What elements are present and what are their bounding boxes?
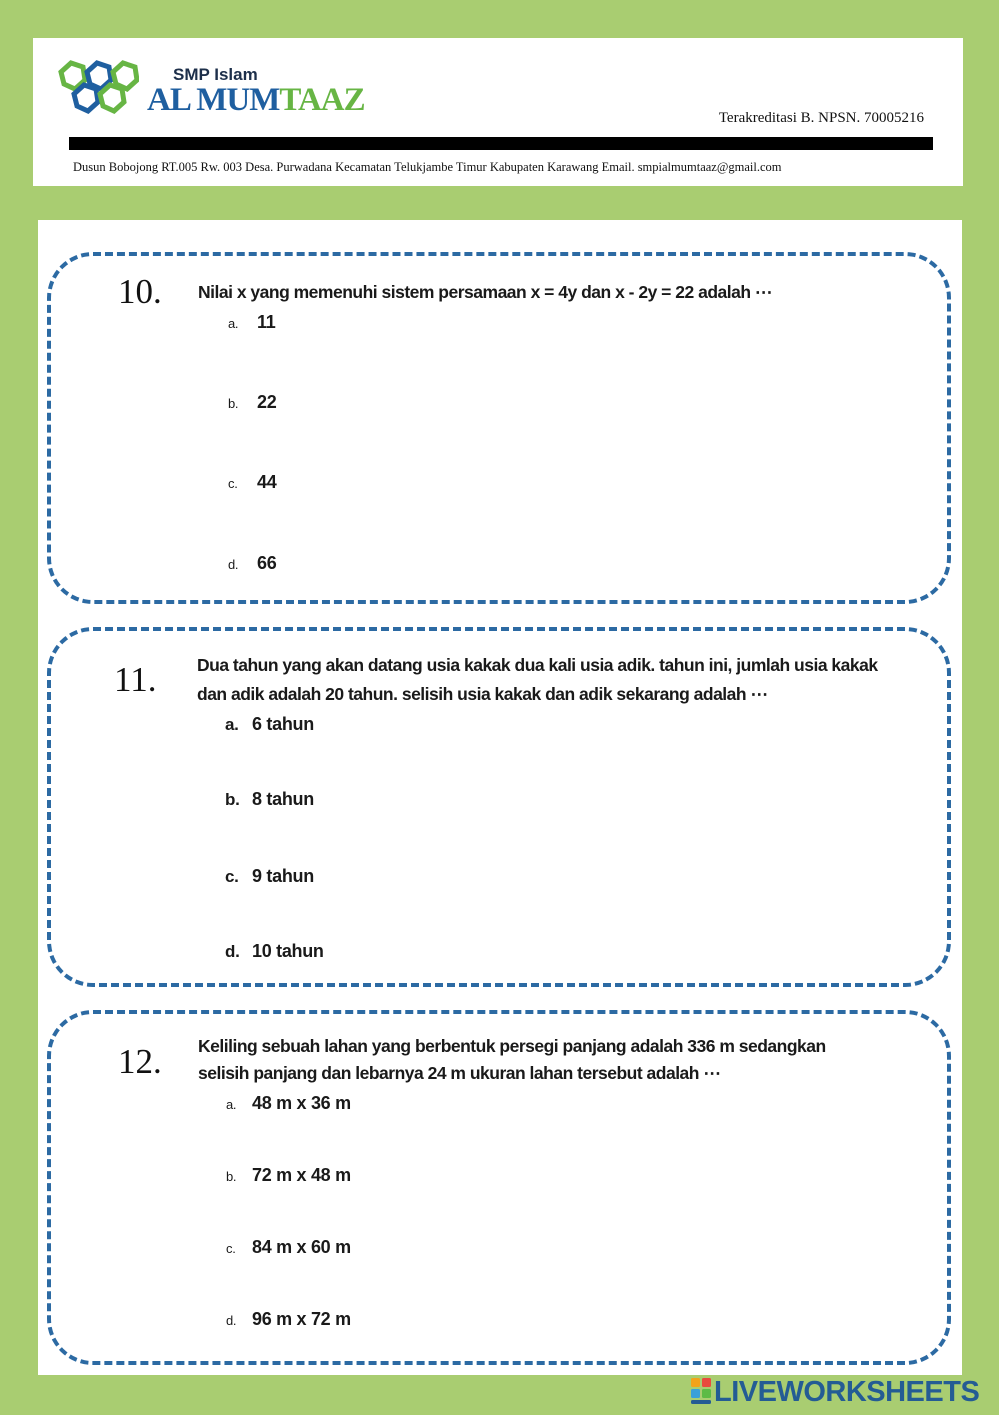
question-number: 11. (114, 660, 157, 699)
option-d[interactable] (225, 941, 324, 962)
question-text: Dua tahun yang akan datang usia kakak dua kali usia adik. tahun ini, jumlah usia kakak dan adik adalah 20 tahun. selisih usia kakak dan adik sekarang adalah ⋯ (197, 655, 878, 704)
option-letter: b. (226, 1169, 237, 1184)
option-letter: a. (225, 715, 239, 734)
question-text: Nilai x yang memenuhi sistem persamaan x = 4y dan x - 2y = 22 adalah ⋯ (198, 282, 772, 302)
question-text: Keliling sebuah lahan yang berbentuk persegi panjang adalah 336 m sedangkan selisih panjang dan lebarnya 24 m ukuran lahan tersebut adalah ⋯ (198, 1036, 826, 1083)
option-letter: d. (226, 1313, 237, 1328)
option-text: 96 m x 72 m (252, 1309, 351, 1329)
option-letter: c. (225, 867, 239, 886)
header-divider (69, 137, 933, 150)
option-text: 6 tahun (252, 714, 314, 734)
option-b[interactable] (228, 392, 276, 413)
liveworksheets-logo-icon (690, 1374, 712, 1408)
question-number: 12. (118, 1042, 162, 1081)
option-c[interactable] (226, 1237, 351, 1258)
accreditation-info: Terakreditasi B. NPSN. 70005216 (718, 110, 924, 126)
option-text: 9 tahun (252, 866, 314, 886)
option-b[interactable] (226, 1165, 351, 1186)
option-text: 8 tahun (252, 789, 314, 809)
option-letter: a. (228, 316, 239, 331)
option-d[interactable] (226, 1309, 351, 1330)
option-a[interactable] (226, 1093, 351, 1114)
option-letter: b. (228, 396, 239, 411)
option-text: 10 tahun (252, 941, 324, 961)
option-letter: d. (228, 557, 239, 572)
option-letter: b. (225, 790, 240, 809)
option-text: 48 m x 36 m (252, 1093, 351, 1113)
option-c[interactable] (225, 866, 314, 887)
option-a[interactable] (228, 312, 275, 333)
option-letter: c. (228, 476, 238, 491)
option-text: 72 m x 48 m (252, 1165, 351, 1185)
school-address: Dusun Bobojong RT.005 Rw. 003 Desa. Purwadana Kecamatan Telukjambe Timur Kabupaten Karawang Email. smpialmumtaaz@gmail.com (73, 160, 782, 174)
liveworksheets-brand[interactable]: LIVEWORKSHEETS (714, 1376, 980, 1408)
option-text: 11 (257, 312, 276, 332)
option-b[interactable] (225, 789, 314, 810)
question-number: 10. (118, 272, 162, 311)
option-letter: a. (226, 1097, 237, 1112)
option-text: 84 m x 60 m (252, 1237, 351, 1257)
option-letter: d. (225, 942, 240, 961)
school-logo-icon (57, 58, 139, 120)
option-letter: c. (226, 1241, 236, 1256)
option-text: 44 (257, 472, 277, 492)
school-name (147, 82, 365, 118)
school-header (33, 38, 963, 186)
option-text: 22 (257, 392, 277, 412)
school-name-part1: AL MUM (147, 82, 280, 118)
option-text: 66 (257, 553, 277, 573)
option-c[interactable] (228, 472, 276, 493)
school-type: SMP Islam (173, 65, 258, 84)
option-d[interactable] (228, 553, 276, 574)
option-a[interactable] (225, 714, 314, 735)
school-name-part2: TAAZ (279, 82, 365, 118)
